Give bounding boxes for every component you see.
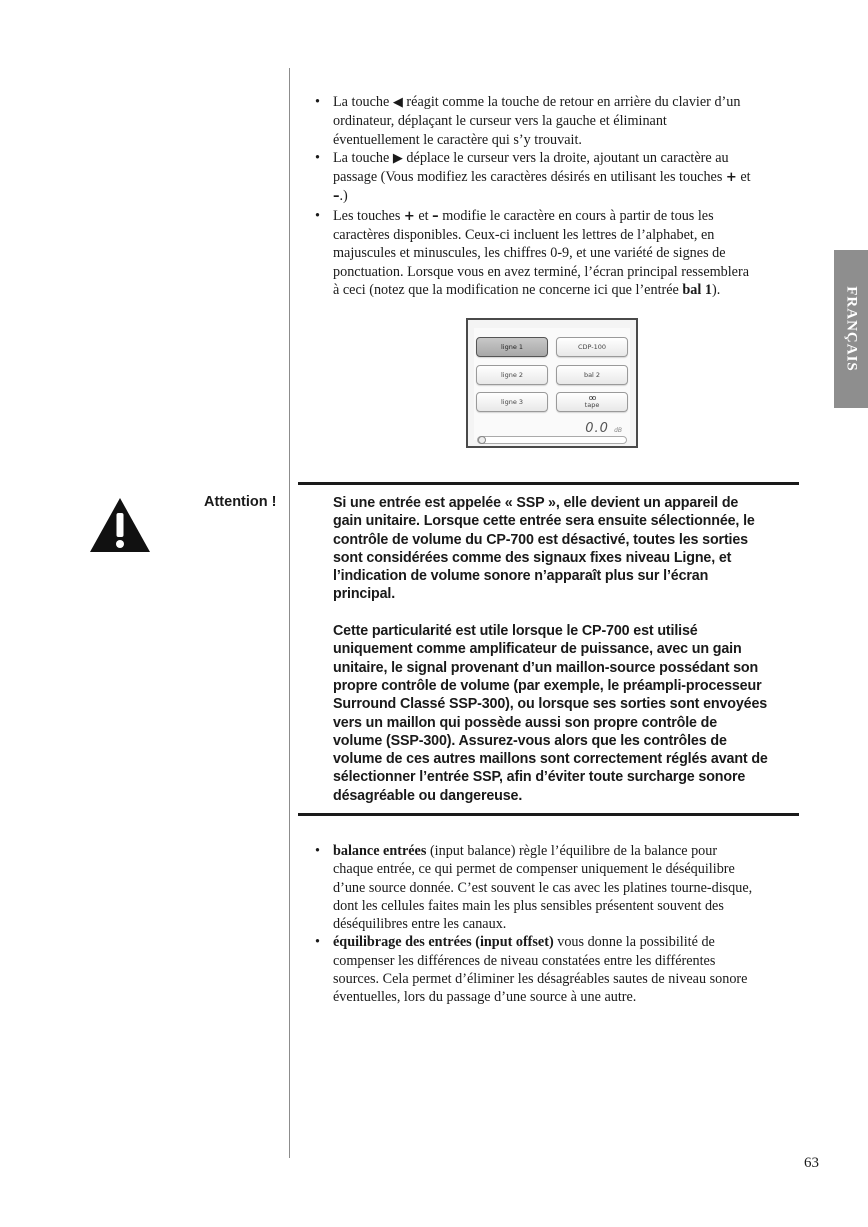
list-item: [313, 933, 753, 1006]
cassette-icon: oo: [588, 394, 596, 402]
item-text: vous donne la possibilité de compenser les différences de niveau constatées entre les différentes sources. Cela permet d’éliminer les désagréables sautes de niveau sonore éventuelles, lors du passage d’une source à une autre.: [333, 934, 748, 1006]
volume-bar[interactable]: [477, 436, 627, 444]
attention-text: [333, 494, 768, 805]
button-label: tape: [584, 401, 600, 409]
list-item: [313, 149, 753, 207]
item-text: et: [736, 169, 751, 186]
entry-name: bal 1: [682, 281, 712, 298]
button-label: CDP-100: [577, 343, 607, 351]
button-label: ligne 1: [500, 343, 524, 351]
attention-label: Attention !: [204, 494, 277, 510]
input-button-ligne-3[interactable]: [476, 392, 548, 412]
list-item: [313, 842, 753, 933]
language-tab: [834, 250, 868, 408]
attention-paragraph: Cette particularité est utile lorsque le CP-700 est utilisé uniquement comme amplificateur de puissance, avec un gain unitaire, le signal provenant d’un maillon-source possédant son propre contrôle de volume (par exemple, le préampli-processeur Surround Classé SSP-300), ou lorsque ses sorties sont envoyées vers un maillon qui possède aussi son propre contrôle de volume (SSP-300). Assurez-vous alors que les contrôles de volume de ces autres maillons sont correctement réglés avant de sélectionner l’entrée SSP, afin d’éviter toute surcharge sonore désagréable ou dangereuse.: [333, 623, 768, 804]
input-button-cdp-100[interactable]: [556, 337, 628, 357]
item-text: et: [414, 207, 433, 224]
attention-rule-bottom: [298, 813, 799, 816]
bullet-list-bottom: [313, 842, 753, 1007]
plus-key: +: [403, 208, 415, 224]
bullet-dot: •: [315, 207, 320, 224]
item-text: déplace le curseur vers la droite, ajoutant un caractère au passage (Vous modifiez les caractères désirés en utilisant les touches: [333, 149, 729, 186]
touch-screen: [474, 328, 630, 440]
page-number: 63: [804, 1155, 819, 1171]
attention-rule-top: [298, 482, 799, 485]
plus-key: +: [725, 170, 737, 186]
left-arrow-icon: ◀: [392, 95, 403, 110]
input-button-ligne-2[interactable]: [476, 365, 548, 385]
language-tab-label: FRANÇAIS: [843, 286, 860, 372]
input-button-ligne-1[interactable]: [476, 337, 548, 357]
item-text: .): [339, 188, 348, 205]
volume-knob[interactable]: [478, 436, 486, 444]
list-item: [313, 93, 753, 149]
minus-key: –: [333, 189, 340, 205]
volume-readout: [585, 417, 622, 436]
volume-value: 0.0: [585, 421, 609, 436]
margin-rule: [289, 68, 290, 1158]
item-text: réagit comme la touche de retour en arrière du clavier d’un ordinateur, déplaçant le curseur vers la gauche et éliminant éventuellement le caractère qui s’y trouvait.: [333, 94, 741, 148]
volume-unit: dB: [614, 427, 622, 434]
bullet-dot: •: [315, 843, 320, 859]
bullet-dot: •: [315, 149, 320, 166]
term: équilibrage des entrées (input offset): [333, 934, 554, 951]
list-item: [313, 207, 753, 299]
bullet-dot: •: [315, 934, 320, 951]
minus-key: –: [432, 208, 439, 224]
warning-triangle-icon: [88, 496, 152, 554]
item-text: La touche: [333, 94, 393, 110]
input-button-tape[interactable]: [556, 392, 628, 412]
item-text: (input balance) règle l’équilibre de la balance pour chaque entrée, ce qui permet de compenser uniquement le déséquilibre d’une source donnée. C’est souvent le cas avec les platines tourne-disque, dont les cellules faites main les plus sensibles présentent souvent des déséquilibres entre les canaux.: [333, 843, 753, 933]
button-label: bal 2: [583, 371, 601, 379]
attention-paragraph: Si une entrée est appelée « SSP », elle devient un appareil de gain unitaire. Lorsque cette entrée sera ensuite sélectionnée, le contrôle de volume du CP-700 est désactivé, toutes les sorties sont considérées comme des signaux fixes niveau Ligne, et l’indication de volume sonore n’apparaît plus sur l’écran principal.: [333, 495, 755, 603]
term: balance entrées: [333, 843, 427, 859]
item-text: Les touches: [333, 207, 404, 224]
right-arrow-icon: ▶: [392, 150, 403, 166]
button-label: ligne 3: [500, 398, 524, 406]
button-label: ligne 2: [500, 371, 524, 379]
item-text: modifie le caractère en cours à partir de tous les caractères disponibles. Ceux-ci incluent les lettres de l’alphabet, en majuscules et minuscules, les chiffres 0-9, et une variété de signes de ponctuation. Lorsque vous en avez terminé, l’écran principal ressemblera à ceci (notez que la modification ne concerne ici que l’entrée: [333, 207, 750, 298]
item-text: ).: [711, 281, 721, 298]
main-screen-figure: [466, 318, 638, 448]
item-text: La touche: [333, 149, 393, 166]
bullet-list-top: [313, 93, 753, 299]
input-button-bal-2[interactable]: [556, 365, 628, 385]
bullet-dot: •: [315, 94, 320, 110]
